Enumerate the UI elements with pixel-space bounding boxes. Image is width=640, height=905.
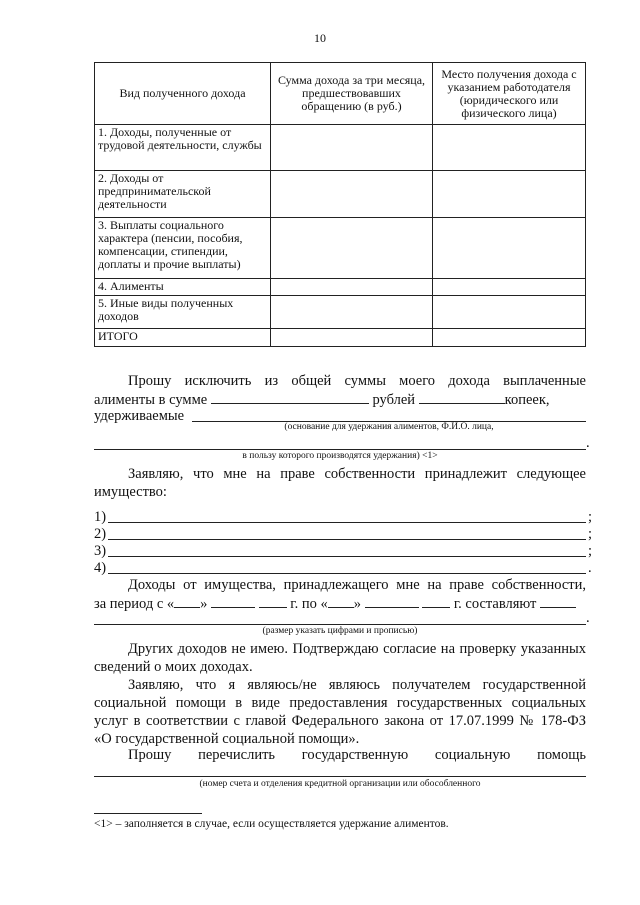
account-number-field[interactable] [94, 776, 586, 777]
transfer-word: Прошу [128, 747, 172, 763]
row-label: 1. Доходы, полученные от трудовой деятельности, службы [95, 125, 271, 171]
row-label: ИТОГО [95, 329, 271, 347]
place-cell[interactable] [433, 125, 586, 171]
row-label: 5. Иные виды полученных доходов [95, 296, 271, 329]
alimony-line-1: Прошу исключить из общей суммы моего дохода выплаченные [128, 373, 586, 389]
property-item-end: ; [588, 509, 593, 525]
property-item-num: 4) [94, 560, 107, 576]
transfer-word: социальную [434, 747, 511, 763]
transfer-word: помощь [537, 747, 586, 763]
header-income-sum: Сумма дохода за три месяца, предшествовавших обращению (в руб.) [271, 63, 433, 125]
period-from-label: за период с « [94, 596, 175, 612]
table-row [95, 296, 586, 329]
footnote: <1> – заполняется в случае, если осуществляется удержание алиментов. [94, 818, 449, 830]
table-row [95, 125, 586, 171]
footnote-separator [94, 813, 202, 814]
period-to-label: г. по « [290, 596, 328, 612]
property-item-num: 2) [94, 526, 107, 542]
property-income-amount-field[interactable] [94, 624, 586, 625]
table-row [95, 329, 586, 347]
property-item-end: ; [588, 543, 593, 559]
place-cell[interactable] [433, 171, 586, 218]
month-from-field[interactable] [211, 594, 255, 608]
property-income-hint: (размер указать цифрами и прописью) [262, 626, 418, 636]
row-label: 4. Алименты [95, 279, 271, 296]
sum-cell[interactable] [271, 296, 433, 329]
quote-close: » [353, 596, 361, 612]
property-item-field[interactable] [108, 539, 586, 540]
state-help-line-2: социальной помощи в виде предоставления государственных социальных [94, 695, 586, 711]
header-income-type: Вид полученного дохода [95, 63, 271, 125]
withheld-label: удерживаемые [94, 408, 185, 424]
table-header-row [95, 63, 586, 125]
sum-cell[interactable] [271, 171, 433, 218]
table-row [95, 218, 586, 279]
page-number: 10 [314, 31, 326, 45]
amount-label: г. составляют [453, 596, 537, 612]
place-cell[interactable] [433, 218, 586, 279]
property-line-1: Заявляю, что мне на праве собственности принадлежит следующее [128, 466, 586, 482]
quote-close: » [200, 596, 208, 612]
transfer-hint: (номер счета и отделения кредитной организации или обособленного [199, 779, 481, 789]
kopecks-field[interactable] [419, 390, 505, 404]
period-mark: . [586, 435, 590, 451]
property-item-end: . [588, 560, 592, 576]
sum-cell[interactable] [271, 329, 433, 347]
table-row [95, 171, 586, 218]
property-item-num: 1) [94, 509, 107, 525]
property-item-field[interactable] [108, 573, 586, 574]
sum-cell[interactable] [271, 125, 433, 171]
sum-cell[interactable] [271, 218, 433, 279]
state-help-line-4: «О государственной социальной помощи». [94, 731, 360, 747]
header-income-place: Место получения дохода с указанием работодателя (юридического или физического лица) [433, 63, 586, 125]
property-income-line-1: Доходы от имущества, принадлежащего мне на праве собственности, [128, 577, 586, 593]
table-row [95, 279, 586, 296]
alimony-hint-2: в пользу которого производятся удержания) <1> [242, 451, 438, 461]
transfer-word: перечислить [198, 747, 276, 763]
day-to-field[interactable] [328, 594, 354, 608]
rubles-label: рублей [372, 392, 416, 408]
rubles-field[interactable] [211, 390, 369, 404]
property-income-line-2 [94, 594, 588, 613]
place-cell[interactable] [433, 279, 586, 296]
place-cell[interactable] [433, 329, 586, 347]
state-help-line-1: Заявляю, что я являюсь/не являюсь получателем государственной [128, 677, 586, 693]
transfer-word: государственную [301, 747, 409, 763]
state-help-line-3: услуг в соответствии с главой Федерального закона от 17.07.1999 № 178-ФЗ [94, 713, 586, 729]
income-table [94, 62, 586, 347]
property-item-field[interactable] [108, 522, 586, 523]
transfer-request-line [128, 746, 586, 764]
other-income-line-2: сведений о моих доходах. [94, 659, 253, 675]
amount-field-start[interactable] [540, 594, 576, 608]
year-from-field[interactable] [259, 594, 287, 608]
property-item-field[interactable] [108, 556, 586, 557]
alimony-amount-label: алименты в сумме [94, 392, 208, 408]
row-label: 3. Выплаты социального характера (пенсии, пособия, компенсации, стипендии, доплаты и прочие выплаты) [95, 218, 271, 279]
alimony-recipient-field[interactable] [94, 449, 586, 450]
property-item-end: ; [588, 526, 593, 542]
row-label: 2. Доходы от предпринимательской деятельности [95, 171, 271, 218]
other-income-line-1: Других доходов не имею. Подтверждаю согласие на проверку указанных [128, 641, 586, 657]
alimony-hint-1: (основание для удержания алиментов, Ф.И.О. лица, [284, 422, 494, 432]
year-to-field[interactable] [422, 594, 450, 608]
place-cell[interactable] [433, 296, 586, 329]
property-item-num: 3) [94, 543, 107, 559]
kopecks-label: копеек, [504, 392, 550, 408]
period-mark: . [586, 610, 590, 626]
sum-cell[interactable] [271, 279, 433, 296]
property-line-2: имущество: [94, 484, 167, 500]
day-from-field[interactable] [174, 594, 200, 608]
month-to-field[interactable] [365, 594, 419, 608]
